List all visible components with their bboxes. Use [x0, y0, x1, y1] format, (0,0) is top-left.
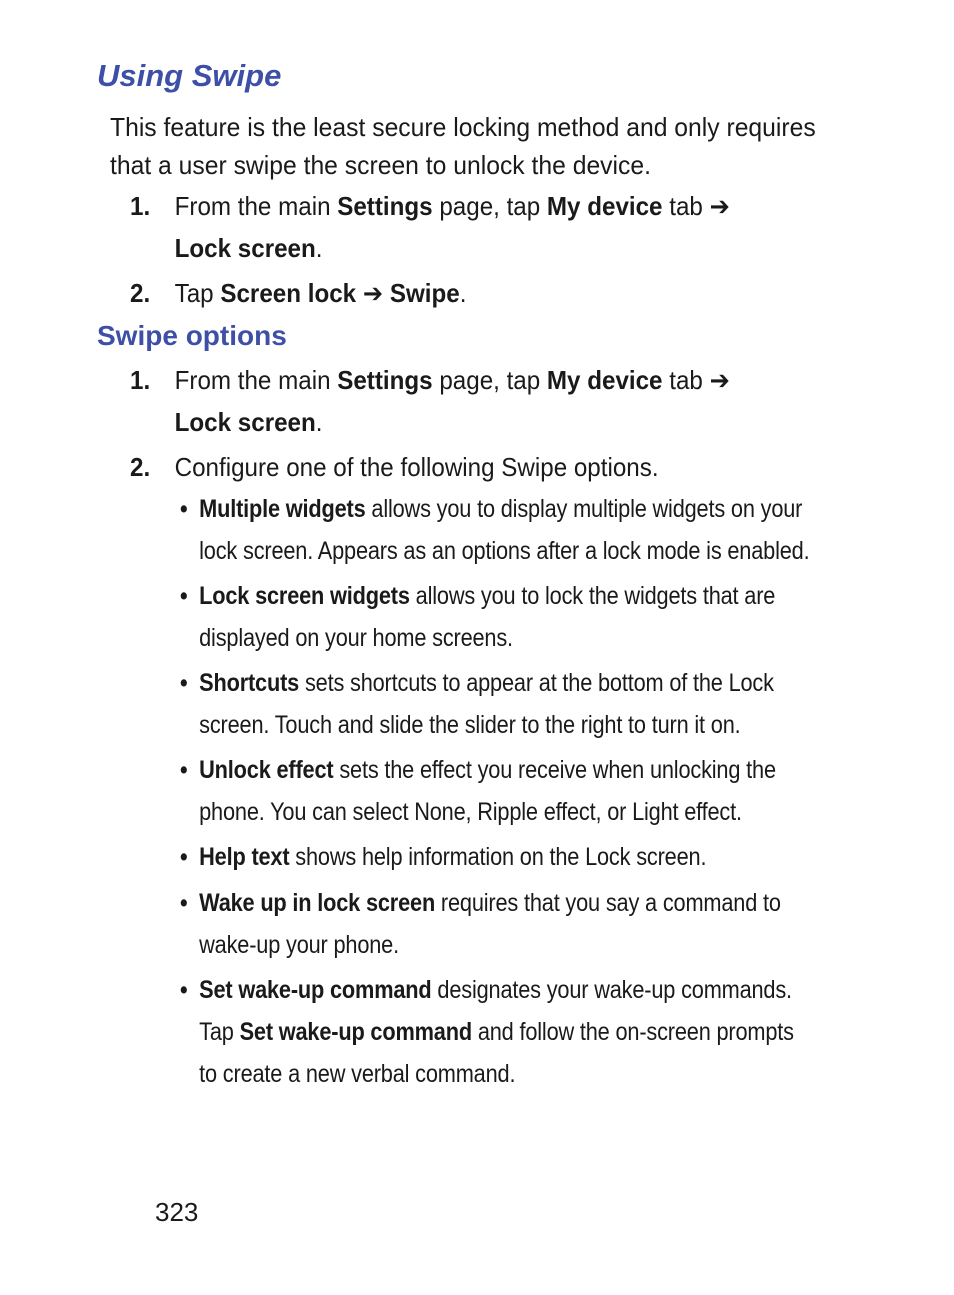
- arrow-icon: ➔: [709, 191, 730, 221]
- section-heading: Using Swipe: [97, 58, 282, 93]
- bullet-icon: •: [180, 495, 188, 523]
- step-text: From the main Settings page, tap My device tab ➔ Lock screen.: [174, 365, 730, 437]
- option-unlock-effect: [180, 749, 815, 833]
- step-2-select-swipe: [130, 272, 781, 314]
- option-text: Lock screen widgets allows you to lock the widgets that are displayed on your home screens.: [199, 582, 776, 652]
- option-text: Unlock effect sets the effect you receive when unlocking the phone. You can select None, Ripple effect, or Light effect.: [199, 756, 776, 826]
- option-text: Shortcuts sets shortcuts to appear at the bottom of the Lock screen. Touch and slide the slider to the right to turn it on.: [199, 669, 774, 739]
- bullet-icon: •: [180, 669, 188, 697]
- option-text: Multiple widgets allows you to display multiple widgets on your lock screen. Appears as an options after a lock mode is enabled.: [199, 495, 810, 565]
- bullet-icon: •: [180, 843, 188, 871]
- option-shortcuts: [180, 662, 815, 746]
- bullet-icon: •: [180, 582, 188, 610]
- step-1-open-lock-screen: [130, 185, 781, 269]
- option-text: Set wake-up command designates your wake-up commands. Tap Set wake-up command and follow the on-screen prompts to create a new verbal command.: [199, 976, 794, 1088]
- arrow-icon: ➔: [362, 278, 384, 308]
- step-text: Tap Screen lock ➔ Swipe.: [174, 278, 467, 308]
- step-number: 2.: [130, 452, 151, 482]
- bullet-icon: •: [180, 756, 188, 784]
- option-text: Wake up in lock screen requires that you say a command to wake-up your phone.: [199, 889, 781, 959]
- options-step-2: [130, 446, 781, 488]
- subsection-heading: Swipe options: [97, 320, 287, 351]
- option-wake-up-in-lock-screen: [180, 882, 815, 966]
- step-number: 1.: [130, 191, 151, 221]
- option-text: Help text shows help information on the Lock screen.: [199, 843, 707, 871]
- bullet-icon: •: [180, 976, 188, 1004]
- option-multiple-widgets: [180, 488, 815, 572]
- step-text: Configure one of the following Swipe options.: [174, 452, 659, 482]
- option-set-wake-up-command: [180, 969, 815, 1095]
- intro-paragraph: This feature is the least secure locking method and only requires that a user swipe the screen to unlock the device.: [110, 112, 816, 180]
- step-number: 2.: [130, 278, 151, 308]
- options-step-1: [130, 359, 781, 443]
- step-number: 1.: [130, 365, 151, 395]
- arrow-icon: ➔: [709, 365, 730, 395]
- step-text: From the main Settings page, tap My device tab ➔ Lock screen.: [174, 191, 730, 263]
- bullet-icon: •: [180, 889, 188, 917]
- option-help-text: [180, 836, 815, 878]
- page-number: 323: [155, 1197, 199, 1227]
- option-lock-screen-widgets: [180, 575, 815, 659]
